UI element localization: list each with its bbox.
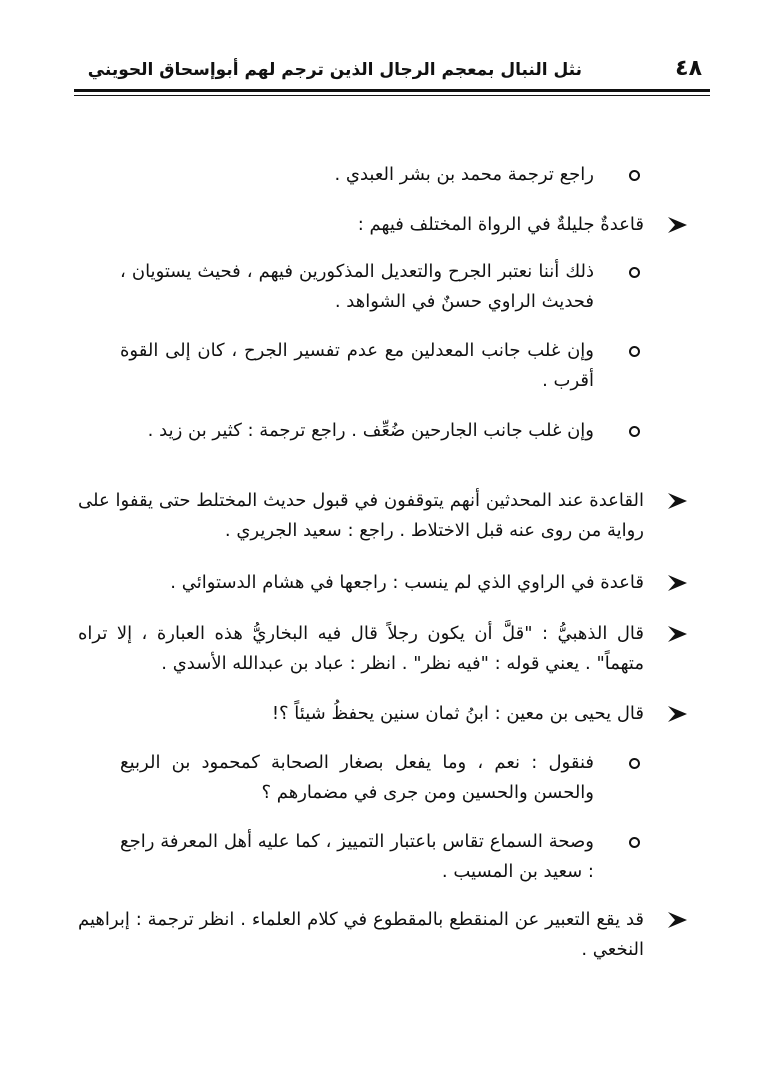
arrowhead-bullet-icon: [666, 911, 688, 929]
list-item: [120, 257, 594, 317]
arrowhead-bullet-icon: [666, 216, 688, 234]
entry-text: قال يحيى بن معين : ابنُ ثمان سنين يحفظُ شيئاً ؟!: [271, 703, 644, 724]
entry-text: ذلك أننا نعتبر الجرح والتعديل المذكورين فيهم ، فحيث يستويان ، فحديث الراوي حسنٌ في الشواهد .: [120, 261, 594, 312]
header-rule-thin: [74, 95, 710, 96]
circle-bullet-icon: [629, 758, 640, 769]
entry-text: قال الذهبيُّ : "قلَّ أن يكون رجلاً قال فيه البخاريُّ هذه العبارة ، إلا تراه متهماً" . يعني قوله : "فيه نظر" . انظر : عباد بن عبدالله الأسدي .: [78, 623, 644, 674]
list-item: [78, 619, 644, 679]
circle-bullet-icon: [629, 837, 640, 848]
entry-text: راجع ترجمة محمد بن بشر العبدي .: [334, 164, 594, 185]
list-item: [120, 416, 594, 446]
arrowhead-bullet-icon: [666, 625, 688, 643]
circle-bullet-icon: [629, 267, 640, 278]
list-item: [78, 905, 644, 965]
list-item: [78, 210, 644, 240]
entry-text: قاعدةٌ جليلةٌ في الرواة المختلف فيهم :: [357, 214, 644, 235]
entry-text: وإن غلب جانب الجارحين ضُعِّف . راجع ترجمة : كثير بن زيد .: [147, 420, 594, 441]
entry-text: وإن غلب جانب المعدلين مع عدم تفسير الجرح ، كان إلى القوة أقرب .: [120, 340, 594, 391]
arrowhead-bullet-icon: [666, 574, 688, 592]
entry-text: وصحة السماع تقاس باعتبار التمييز ، كما عليه أهل المعرفة راجع : سعيد بن المسيب .: [120, 831, 594, 882]
page-header: [74, 56, 702, 86]
list-item: [120, 748, 594, 808]
list-item: [78, 568, 644, 598]
circle-bullet-icon: [629, 426, 640, 437]
entry-text: القاعدة عند المحدثين أنهم يتوقفون في قبول حديث المختلط حتى يقفوا على رواية من روى عنه قبل الاختلاط . راجع : سعيد الجريري .: [78, 490, 644, 541]
list-item: [78, 699, 644, 729]
entry-text: قاعدة في الراوي الذي لم ينسب : راجعها في هشام الدستوائي .: [170, 572, 644, 593]
circle-bullet-icon: [629, 170, 640, 181]
header-rule-thick: [74, 89, 710, 92]
list-item: [120, 160, 594, 190]
arrowhead-bullet-icon: [666, 705, 688, 723]
entry-text: فنقول : نعم ، وما يفعل بصغار الصحابة كمحمود بن الربيع والحسن والحسين ومن جرى في مضمارهم ؟: [120, 752, 594, 803]
circle-bullet-icon: [629, 346, 640, 357]
entry-text: قد يقع التعبير عن المنقطع بالمقطوع في كلام العلماء . انظر ترجمة : إبراهيم النخعي .: [78, 909, 644, 960]
running-title: نثل النبال بمعجم الرجال الذين ترجم لهم أبوإسحاق الحويني: [87, 60, 582, 80]
list-item: [78, 486, 644, 546]
arrowhead-bullet-icon: [666, 492, 688, 510]
list-item: [120, 336, 594, 396]
page-number: ٤٨: [675, 56, 702, 81]
list-item: [120, 827, 594, 887]
